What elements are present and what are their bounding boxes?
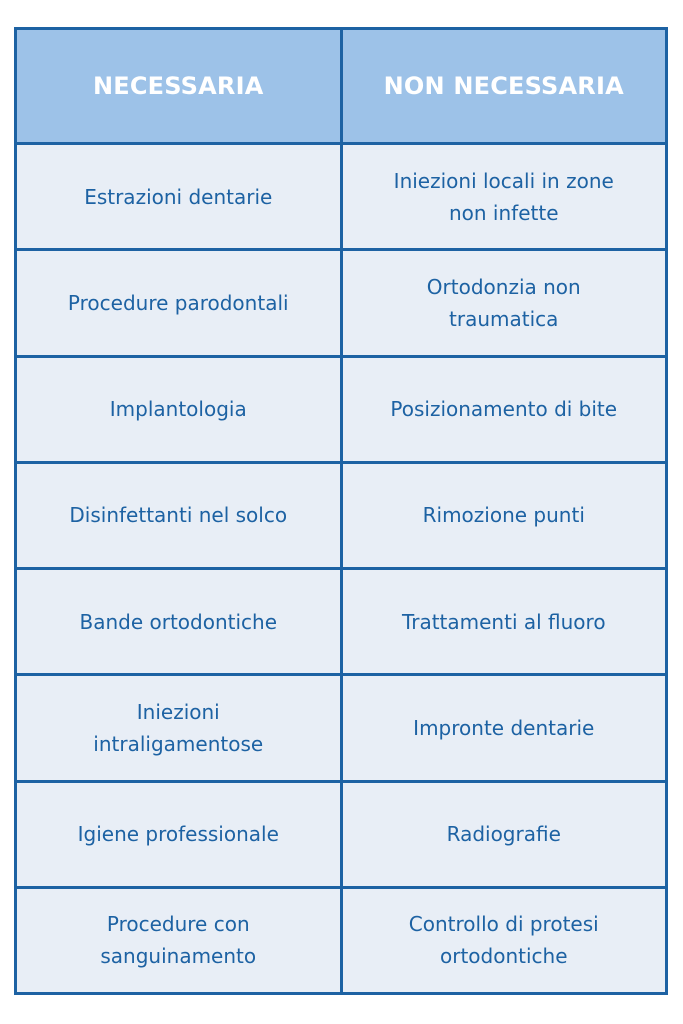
cell-necessaria: Igiene professionale bbox=[17, 783, 340, 886]
cell-necessaria: Iniezioni intraligamentose bbox=[17, 676, 340, 779]
cell-necessaria: Disinfettanti nel solco bbox=[17, 464, 340, 567]
cell-non-necessaria: Radiografie bbox=[343, 783, 666, 886]
cell-non-necessaria: Rimozione punti bbox=[343, 464, 666, 567]
comparison-table bbox=[14, 27, 668, 995]
cell-necessaria: Procedure con sanguinamento bbox=[17, 889, 340, 992]
cell-non-necessaria: Trattamenti al fluoro bbox=[343, 570, 666, 673]
cell-non-necessaria: Iniezioni locali in zone non infette bbox=[343, 145, 666, 248]
cell-necessaria: Implantologia bbox=[17, 358, 340, 461]
header-non-necessaria: NON NECESSARIA bbox=[343, 30, 666, 142]
cell-non-necessaria: Impronte dentarie bbox=[343, 676, 666, 779]
cell-necessaria: Estrazioni dentarie bbox=[17, 145, 340, 248]
header-necessaria: NECESSARIA bbox=[17, 30, 340, 142]
cell-non-necessaria: Posizionamento di bite bbox=[343, 358, 666, 461]
cell-non-necessaria: Ortodonzia non traumatica bbox=[343, 251, 666, 354]
cell-non-necessaria: Controllo di protesi ortodontiche bbox=[343, 889, 666, 992]
cell-necessaria: Procedure parodontali bbox=[17, 251, 340, 354]
cell-necessaria: Bande ortodontiche bbox=[17, 570, 340, 673]
